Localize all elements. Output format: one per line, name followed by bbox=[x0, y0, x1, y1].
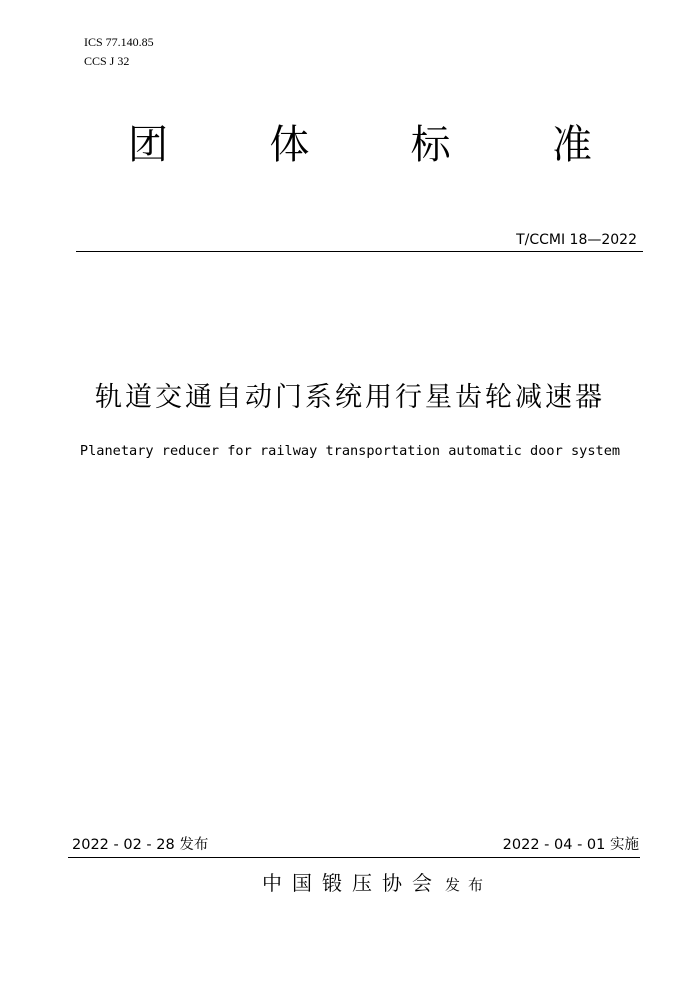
publisher-line bbox=[262, 870, 491, 898]
standard-type-char: 团 bbox=[128, 122, 168, 168]
document-title-english: Planetary reducer for railway transportation automatic door system bbox=[79, 443, 621, 459]
publish-date: 2022 - 02 - 28 发布 bbox=[72, 837, 209, 853]
implementation-date: 2022 - 04 - 01 实施 bbox=[502, 837, 639, 853]
standard-type-heading bbox=[127, 121, 593, 169]
standard-type-char: 标 bbox=[410, 122, 451, 168]
ccs-code: CCS J 32 bbox=[84, 54, 130, 68]
publisher-name: 中国锻压协会 bbox=[262, 871, 442, 895]
standard-number: T/CCMI 18—2022 bbox=[516, 232, 637, 248]
standard-type-char: 准 bbox=[551, 122, 592, 168]
publisher-action: 发布 bbox=[445, 876, 492, 894]
header-divider bbox=[76, 251, 643, 252]
standard-type-char: 体 bbox=[269, 122, 310, 168]
document-title-chinese: 轨道交通自动门系统用行星齿轮减速器 bbox=[95, 382, 605, 413]
footer-divider bbox=[68, 857, 640, 858]
ics-code: ICS 77.140.85 bbox=[84, 35, 154, 49]
